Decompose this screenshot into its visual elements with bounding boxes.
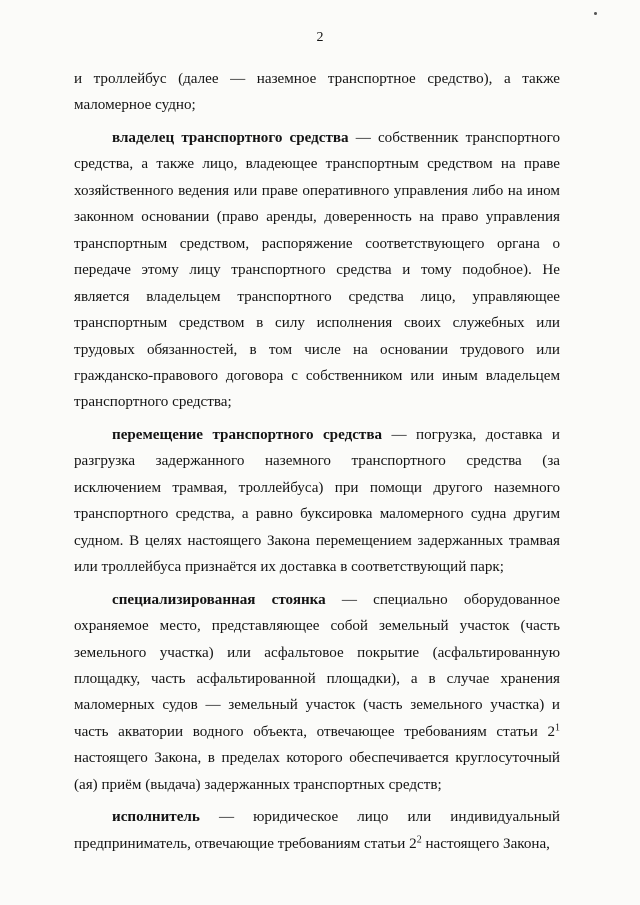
definition-text-continued: настоящего Закона,: [421, 835, 550, 852]
article-number: 2: [409, 835, 417, 852]
defined-term: перемещение транспортного средства: [112, 426, 383, 443]
definition-text: — специально оборудованное охраняемое место, представляющее собой земельный участок (часть земельного участка) или асфальтовое покрытие (асфальтированную площадку, часть асфальтированной площадки), а в случае хранения маломерных судов — земельный участок (часть земельного участка) и часть акватории водного объекта, отвечающее требованиям статьи: [74, 591, 560, 740]
definition-vehicle-owner: [74, 125, 560, 416]
definition-text: — собственник транспортного средства, а также лицо, владеющее транспортным средством на праве хозяйственного ведения или праве оперативного управления либо на ином законном основании (право аренды, доверенность на право управления транспортным средством, распоряжение соответствующего органа о передаче этому лицу транспортного средства и тому подобное). Не является владельцем транспортного средства лицо, управляющее транспортным средством в силу исполнения своих служебных или трудовых обязанностей, в том числе на основании трудового или гражданско-правового договора с собственником или иным владельцем транспортного средства;: [74, 129, 561, 411]
page-number: 2: [316, 30, 324, 45]
body-text: [74, 66, 560, 857]
definition-text-continued: настоящего Закона, в пределах которого обеспечивается круглосуточный (ая) приём (выдача) задержанных транспортных средств;: [74, 750, 560, 793]
paragraph-continuation: [74, 66, 560, 119]
paragraph-text: и троллейбус (далее — наземное транспортное средство), а также маломерное судно;: [74, 71, 560, 114]
article-superscript: 2: [416, 834, 422, 846]
defined-term: исполнитель: [112, 809, 200, 826]
article-superscript: 1: [555, 722, 560, 734]
definition-vehicle-relocation: [74, 422, 560, 581]
scan-speck: [594, 12, 597, 15]
definition-text: — погрузка, доставка и разгрузка задержанного наземного транспортного средства (за исключением трамвая, троллейбуса) при помощи другого наземного транспортного средства, а равно буксировка маломерного судна другим судном. В целях настоящего Закона перемещением задержанных трамвая или троллейбуса признаётся их доставка в соответствующий парк;: [74, 426, 560, 576]
defined-term: специализированная стоянка: [112, 591, 326, 608]
defined-term: владелец транспортного средства: [112, 129, 349, 146]
definition-contractor: [74, 804, 560, 857]
article-number: 2: [547, 723, 555, 740]
definition-text: — юридическое лицо или индивидуальный предприниматель, отвечающие требованиям статьи: [74, 809, 560, 852]
definition-special-parking: [74, 587, 560, 799]
